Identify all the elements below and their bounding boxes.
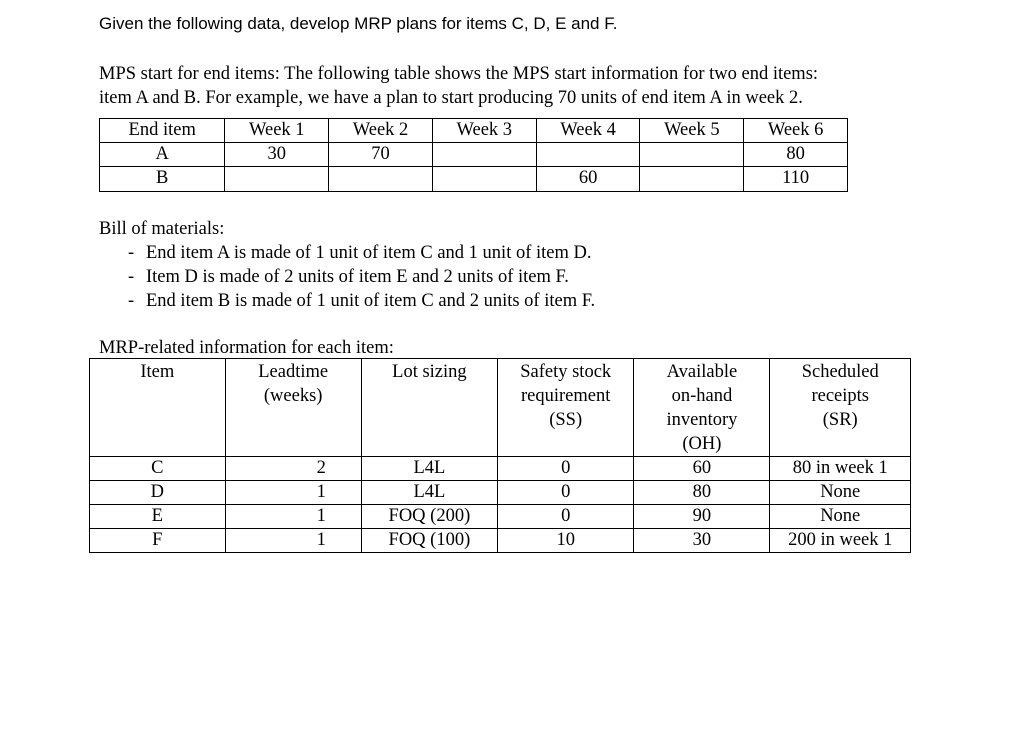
bom-item: - End item A is made of 1 unit of item C and 1 unit of item D. xyxy=(128,241,595,265)
page-title: Given the following data, develop MRP plans for items C, D, E and F. xyxy=(99,14,618,33)
mrp-header-item xyxy=(90,359,226,457)
header-line: on-hand xyxy=(671,386,733,406)
mps-intro xyxy=(99,62,818,110)
mrp-row-f xyxy=(90,529,911,553)
mrp-cell-item: C xyxy=(90,457,226,481)
mrp-header-row xyxy=(90,359,911,457)
mrp-cell-ss: 10 xyxy=(498,529,634,553)
mrp-cell-leadtime xyxy=(225,529,361,553)
mps-cell xyxy=(640,143,744,167)
mrp-header-safety-stock xyxy=(498,359,634,457)
mrp-header-lot-sizing xyxy=(361,359,497,457)
mrp-cell-oh: 80 xyxy=(634,481,770,505)
mps-header-cell: Week 5 xyxy=(640,119,744,143)
mrp-cell-lot: FOQ (200) xyxy=(361,505,497,529)
header-line: requirement xyxy=(521,386,611,406)
header-line: inventory xyxy=(666,410,738,430)
mps-header-cell: Week 6 xyxy=(744,119,848,143)
leadtime-value: 2 xyxy=(316,458,326,478)
mrp-cell-item: F xyxy=(90,529,226,553)
mps-cell xyxy=(432,143,536,167)
leadtime-value: 1 xyxy=(316,506,326,526)
mrp-header-leadtime xyxy=(225,359,361,457)
mps-cell xyxy=(432,167,536,192)
header-line: receipts xyxy=(811,386,869,406)
mrp-cell-leadtime xyxy=(225,481,361,505)
mps-cell xyxy=(640,167,744,192)
mrp-cell-oh: 90 xyxy=(634,505,770,529)
header-line: (SR) xyxy=(822,410,858,430)
mps-cell: 60 xyxy=(536,167,640,192)
mps-cell: 30 xyxy=(225,143,329,167)
mrp-cell-sr: None xyxy=(770,481,911,505)
mrp-cell-leadtime xyxy=(225,457,361,481)
bom-list xyxy=(128,241,595,313)
mps-header-cell: Week 2 xyxy=(329,119,433,143)
mrp-cell-lot: L4L xyxy=(361,481,497,505)
mrp-cell-ss: 0 xyxy=(498,457,634,481)
mps-cell xyxy=(225,167,329,192)
mps-row-b xyxy=(100,167,848,192)
mps-cell: 80 xyxy=(744,143,848,167)
leadtime-value: 1 xyxy=(316,530,326,550)
mrp-row-d xyxy=(90,481,911,505)
bom-item: - Item D is made of 2 units of item E and 2 units of item F. xyxy=(128,265,595,289)
header-line: (weeks) xyxy=(263,386,323,406)
mps-intro-line-2: item A and B. For example, we have a plan to start producing 70 units of end item A in week 2. xyxy=(99,88,803,108)
mps-row-a xyxy=(100,143,848,167)
mrp-table xyxy=(89,358,911,553)
mps-intro-line-1: MPS start for end items: The following table shows the MPS start information for two end items: xyxy=(99,64,819,84)
mps-cell: B xyxy=(100,167,225,192)
mps-header-cell: Week 3 xyxy=(432,119,536,143)
mrp-cell-lot: L4L xyxy=(361,457,497,481)
mrp-header-scheduled-receipts xyxy=(770,359,911,457)
mrp-cell-leadtime xyxy=(225,505,361,529)
mrp-cell-ss: 0 xyxy=(498,481,634,505)
mrp-header-on-hand xyxy=(634,359,770,457)
mrp-heading: MRP-related information for each item: xyxy=(99,338,394,358)
mrp-cell-ss: 0 xyxy=(498,505,634,529)
header-line: Available xyxy=(666,362,738,382)
bom-heading: Bill of materials: xyxy=(99,219,225,239)
mrp-cell-oh: 60 xyxy=(634,457,770,481)
leadtime-value: 1 xyxy=(316,482,326,502)
mps-header-cell: Week 4 xyxy=(536,119,640,143)
header-line: Item xyxy=(140,362,175,382)
header-line: Lot sizing xyxy=(392,362,467,382)
mps-cell: 70 xyxy=(329,143,433,167)
bom-item: - End item B is made of 1 unit of item C and 2 units of item F. xyxy=(128,289,595,313)
mrp-cell-item: D xyxy=(90,481,226,505)
mps-header-cell: End item xyxy=(100,119,225,143)
header-line: Safety stock xyxy=(520,362,612,382)
mrp-cell-lot: FOQ (100) xyxy=(361,529,497,553)
mrp-cell-sr: 200 in week 1 xyxy=(770,529,911,553)
mrp-cell-sr: None xyxy=(770,505,911,529)
mrp-row-e xyxy=(90,505,911,529)
mps-table xyxy=(99,118,848,192)
mrp-cell-sr: 80 in week 1 xyxy=(770,457,911,481)
mps-cell: A xyxy=(100,143,225,167)
header-line: (OH) xyxy=(682,434,722,454)
mrp-row-c xyxy=(90,457,911,481)
mps-cell xyxy=(536,143,640,167)
header-line: Leadtime xyxy=(258,362,329,382)
header-line: Scheduled xyxy=(801,362,879,382)
mps-header-cell: Week 1 xyxy=(225,119,329,143)
mrp-cell-item: E xyxy=(90,505,226,529)
mps-cell xyxy=(329,167,433,192)
header-line: (SS) xyxy=(549,410,583,430)
mrp-cell-oh: 30 xyxy=(634,529,770,553)
mps-header-row xyxy=(100,119,848,143)
mps-cell: 110 xyxy=(744,167,848,192)
